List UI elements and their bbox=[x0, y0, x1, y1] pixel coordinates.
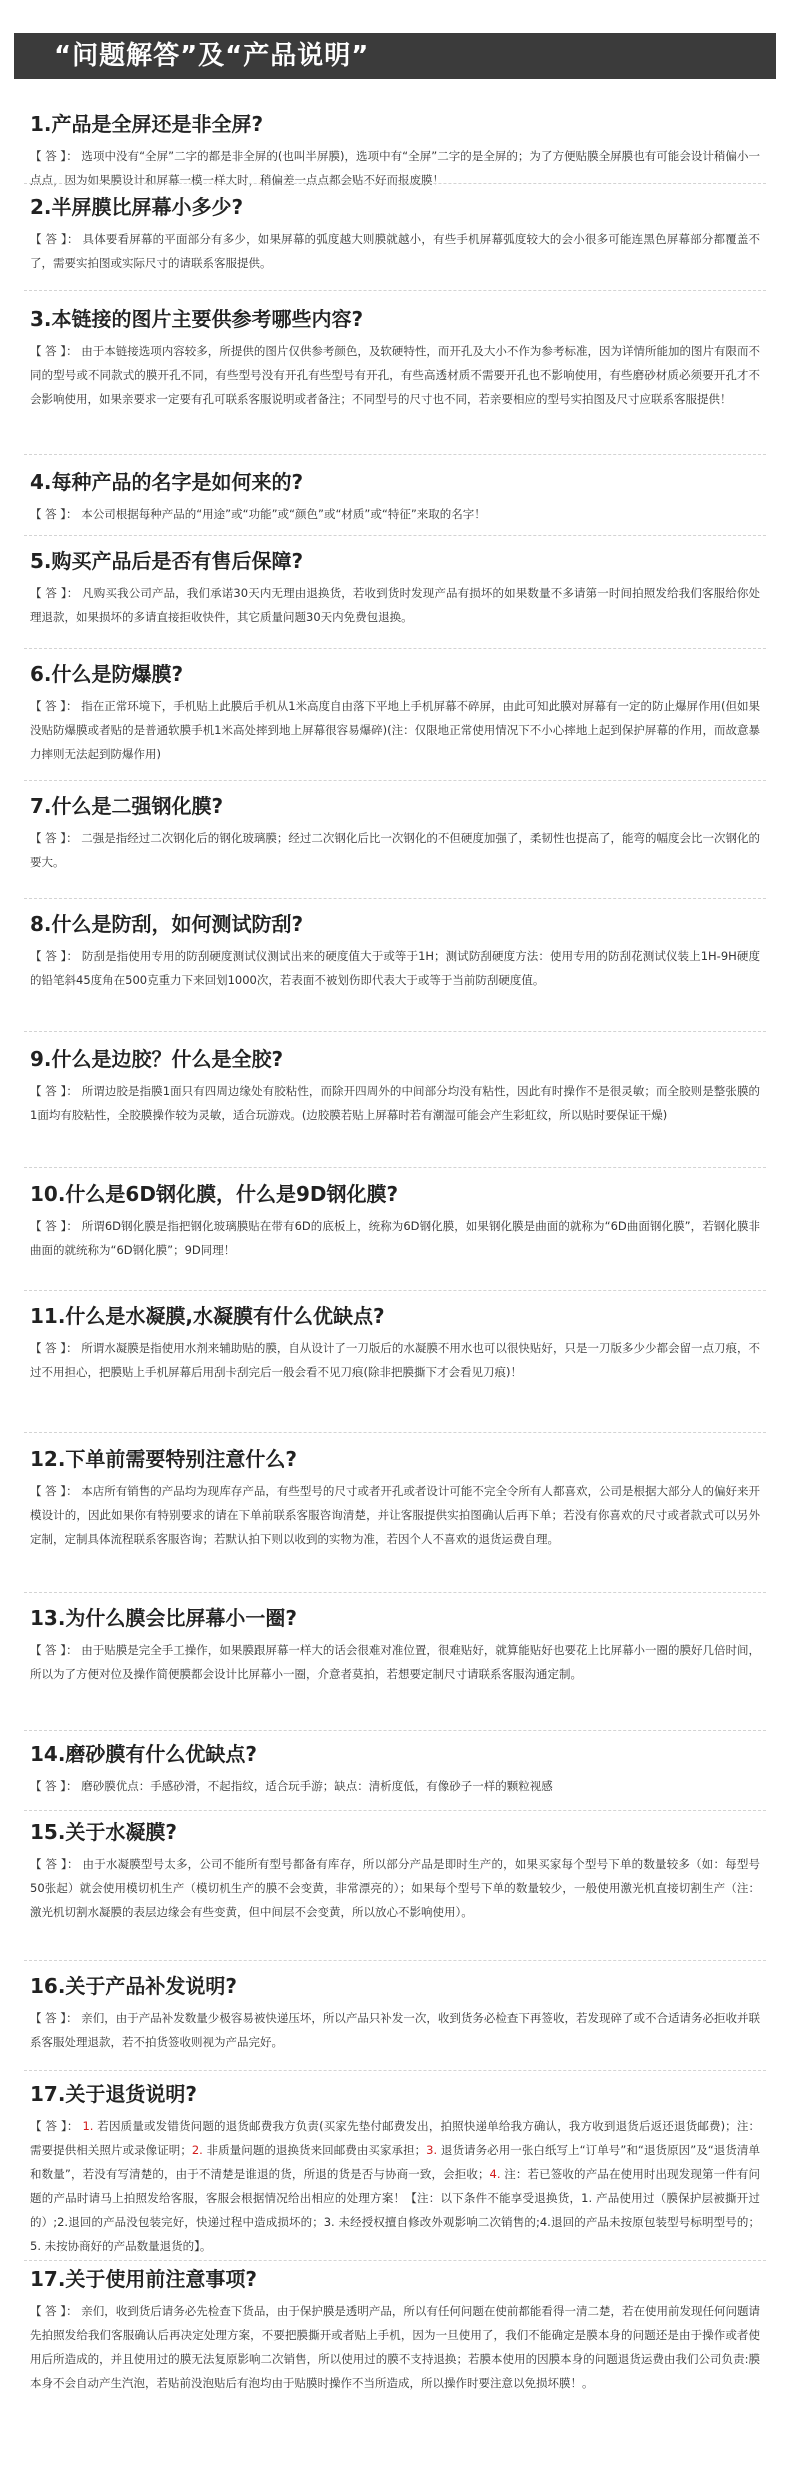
faq-answer bbox=[30, 2114, 760, 2258]
return-point-1-number: 1. bbox=[82, 2119, 94, 2133]
answer-text: 所谓水凝膜是指使用水剂来辅助贴的膜，自从设计了一刀版后的水凝膜不用水也可以很快贴好，只是一刀版多少少都会留一点刀痕，不过不用担心，把膜贴上手机屏幕后用刮卡刮完后一般会看不见刀痕(除非把膜撕下才会看见刀痕)！ bbox=[30, 1341, 761, 1379]
faq-question: 17.关于使用前注意事项? bbox=[30, 2267, 258, 2291]
faq-item-15 bbox=[30, 1818, 760, 1948]
faq-answer bbox=[30, 1079, 760, 1151]
faq-item-4 bbox=[30, 468, 760, 526]
faq-answer bbox=[30, 227, 760, 275]
faq-question: 1.产品是全屏还是非全屏? bbox=[30, 112, 264, 136]
answer-text: 所谓6D钢化膜是指把钢化玻璃膜贴在带有6D的底板上，统称为6D钢化膜，如果钢化膜是曲面的就称为“6D曲面钢化膜”，若钢化膜非曲面的就统称为“6D钢化膜”；9D同理！ bbox=[30, 1219, 761, 1257]
answer-text: 本店所有销售的产品均为现库存产品，有些型号的尺寸或者开孔或者设计可能不完全令所有人都喜欢，公司是根据大部分人的偏好来开模设计的，因此如果你有特别要求的请在下单前联系客服咨询清楚，并让客服提供实拍图确认后再下单；若没有你喜欢的尺寸或者款式可以另外定制，定制具体流程联系客服咨询；若默认拍下则以收到的实物为准，若因个人不喜欢的退货运费自理。 bbox=[30, 1484, 761, 1546]
faq-question: 7.什么是二强钢化膜? bbox=[30, 794, 224, 818]
faq-answer bbox=[30, 1852, 760, 1948]
return-point-1-text: 若因质量或发错货问题的退货邮费我方负责(买家先垫付邮费发出，拍照快递单给我方确认，我方收到退货后返还退货邮费)；注：需要提供相关照片或录像证明； bbox=[30, 2119, 761, 2157]
divider bbox=[24, 780, 766, 781]
answer-text: 二强是指经过二次钢化后的钢化玻璃膜；经过二次钢化后比一次钢化的不但硬度加强了，柔韧性也提高了，能弯的幅度会比一次钢化的要大。 bbox=[30, 831, 761, 869]
faq-item-12 bbox=[30, 1445, 760, 1575]
faq-answer bbox=[30, 1638, 760, 1710]
answer-tag: 【 答 】： bbox=[30, 699, 78, 713]
faq-answer bbox=[30, 826, 760, 874]
faq-answer bbox=[30, 1479, 760, 1575]
faq-answer bbox=[30, 1214, 760, 1262]
faq-question: 15.关于水凝膜? bbox=[30, 1820, 178, 1844]
answer-tag: 【 答 】： bbox=[30, 1341, 78, 1355]
answer-tag: 【 答 】： bbox=[30, 1857, 79, 1871]
answer-tag: 【 答 】： bbox=[30, 1219, 78, 1233]
faq-item-7 bbox=[30, 792, 760, 874]
divider bbox=[24, 290, 766, 291]
faq-answer bbox=[30, 144, 760, 192]
answer-tag: 【 答 】： bbox=[30, 1484, 78, 1498]
faq-item-10 bbox=[30, 1180, 760, 1262]
faq-question: 12.下单前需要特别注意什么? bbox=[30, 1447, 298, 1471]
faq-item-17-usage bbox=[30, 2265, 760, 2443]
faq-item-1 bbox=[30, 110, 760, 192]
faq-item-8 bbox=[30, 910, 760, 992]
divider bbox=[24, 1290, 766, 1291]
answer-text: 由于本链接选项内容较多，所提供的图片仅供参考颜色，及软硬特性，而开孔及大小不作为参考标准，因为详情所能加的图片有限而不同的型号或不同款式的膜开孔不同，有些型号没有开孔有些型号有开孔，有些高透材质不需要开孔也不影响使用，有些磨砂材质必须要开孔才不会影响使用，如果亲要求一定要有孔可联系客服说明或者备注；不同型号的尺寸也不同，若亲要相应的型号实拍图及尺寸应联系客服提供！ bbox=[30, 344, 761, 406]
answer-tag: 【 答 】： bbox=[30, 232, 79, 246]
faq-question: 17.关于退货说明? bbox=[30, 2082, 198, 2106]
faq-item-16 bbox=[30, 1972, 760, 2054]
answer-tag: 【 答 】： bbox=[30, 507, 78, 521]
answer-tag: 【 答 】： bbox=[30, 149, 78, 163]
return-point-4-number: 4. bbox=[489, 2167, 501, 2181]
return-point-2-number: 2. bbox=[191, 2143, 203, 2157]
faq-answer bbox=[30, 339, 760, 435]
faq-answer bbox=[30, 1774, 760, 1798]
answer-tag: 【 答 】： bbox=[30, 2119, 79, 2133]
return-point-3-number: 3. bbox=[426, 2143, 438, 2157]
answer-text: 具体要看屏幕的平面部分有多少，如果屏幕的弧度越大则膜就越小，有些手机屏幕弧度较大的会小很多可能连黑色屏幕部分都覆盖不了，需要实拍图或实际尺寸的请联系客服提供。 bbox=[30, 232, 761, 270]
answer-text: 所谓边胶是指膜1面只有四周边缘处有胶粘性，而除开四周外的中间部分均没有粘性，因此有时操作不是很灵敏；而全胶则是整张膜的1面均有胶粘性，全胶膜操作较为灵敏，适合玩游戏。(边胶膜若贴上屏幕时若有潮湿可能会产生彩虹纹，所以贴时要保证干燥) bbox=[30, 1084, 761, 1122]
answer-text: 防刮是指使用专用的防刮硬度测试仪测试出来的硬度值大于或等于1H；测试防刮硬度方法：使用专用的防刮花测试仪装上1H-9H硬度的铅笔斜45度角在500克重力下来回划1000次，若表面不被划伤即代表大于或等于当前防刮硬度值。 bbox=[30, 949, 760, 987]
answer-text: 由于水凝膜型号太多，公司不能所有型号都备有库存，所以部分产品是即时生产的，如果买家每个型号下单的数量较多（如：每型号50张起）就会使用模切机生产（模切机生产的膜不会变黄，非常漂亮的）；如果每个型号下单的数量较少，一般使用激光机直接切割生产（注：激光机切割水凝膜的表层边缘会有些变黄，但中间层不会变黄，所以放心不影响使用）。 bbox=[30, 1857, 761, 1919]
faq-item-2 bbox=[30, 193, 760, 275]
faq-answer bbox=[30, 2299, 760, 2443]
faq-answer bbox=[30, 502, 760, 526]
faq-question: 11.什么是水凝膜,水凝膜有什么优缺点? bbox=[30, 1304, 385, 1328]
faq-question: 6.什么是防爆膜? bbox=[30, 662, 184, 686]
faq-item-17-returns bbox=[30, 2080, 760, 2258]
answer-text: 磨砂膜优点：手感砂滑，不起指纹，适合玩手游；缺点：清析度低，有像砂子一样的颗粒视感 bbox=[81, 1779, 553, 1793]
divider bbox=[24, 1960, 766, 1961]
faq-answer bbox=[30, 944, 760, 992]
divider bbox=[24, 2070, 766, 2071]
banner-title: “问题解答”及“产品说明” bbox=[54, 41, 370, 71]
faq-item-6 bbox=[30, 660, 761, 761]
banner bbox=[14, 33, 776, 79]
answer-text: 指在正常环境下，手机贴上此膜后手机从1米高度自由落下平地上手机屏幕不碎屏，由此可知此膜对屏幕有一定的防止爆屏作用(但如果没贴防爆膜或者贴的是普通软膜手机1米高处摔到地上屏幕很容易爆碎)(注：仅限地正常使用情况下不小心摔地上起到保护屏幕的作用，而故意暴力摔则无法起到防爆作用) bbox=[30, 699, 761, 761]
divider bbox=[24, 183, 766, 184]
faq-answer bbox=[30, 694, 761, 761]
faq-question: 4.每种产品的名字是如何来的? bbox=[30, 470, 304, 494]
answer-tag: 【 答 】： bbox=[30, 2304, 78, 2318]
answer-tag: 【 答 】： bbox=[30, 586, 79, 600]
faq-question: 2.半屏膜比屏幕小多少? bbox=[30, 195, 244, 219]
answer-tag: 【 答 】： bbox=[30, 949, 79, 963]
answer-tag: 【 答 】： bbox=[30, 831, 78, 845]
faq-question: 14.磨砂膜有什么优缺点? bbox=[30, 1742, 258, 1766]
answer-tag: 【 答 】： bbox=[30, 1084, 78, 1098]
answer-text: 亲们，收到货后请务必先检查下货品，由于保护膜是透明产品，所以有任何问题在使前都能看得一清二楚，若在使用前发现任何问题请先拍照发给我们客服确认后再决定处理方案，不要把膜撕开或者贴上手机，因为一旦使用了，我们不能确定是膜本身的问题还是由于操作或者使用后所造成的，并且使用过的膜无法复原影响二次销售，所以使用过的膜不支持退换；若膜本使用的因膜本身的问题退货运费由我们公司负责:膜本身不会自动产生汽泡，若贴前没泡贴后有泡均由于贴膜时操作不当所造成，所以操作时要注意以免损坏膜！。 bbox=[30, 2304, 761, 2390]
faq-item-13 bbox=[30, 1604, 760, 1710]
answer-tag: 【 答 】： bbox=[30, 1779, 78, 1793]
divider bbox=[24, 1031, 766, 1032]
return-point-2-text: 非质量问题的退换货来回邮费由买家承担； bbox=[202, 2143, 427, 2157]
answer-text: 选项中没有“全屏”二字的都是非全屏的(也叫半屏膜)，选项中有“全屏”二字的是全屏的；为了方便贴膜全屏膜也有可能会设计稍偏小一点点，因为如果膜设计和屏幕一模一样大时，稍偏差一点点都会贴不好而报废膜！ bbox=[30, 149, 760, 187]
faq-question: 10.什么是6D钢化膜，什么是9D钢化膜? bbox=[30, 1182, 399, 1206]
faq-item-3 bbox=[30, 305, 760, 435]
faq-question: 13.为什么膜会比屏幕小一圈? bbox=[30, 1606, 298, 1630]
faq-item-14 bbox=[30, 1740, 760, 1798]
divider bbox=[24, 454, 766, 455]
answer-tag: 【 答 】： bbox=[30, 1643, 78, 1657]
divider bbox=[24, 1592, 766, 1593]
answer-tag: 【 答 】： bbox=[30, 2011, 78, 2025]
faq-answer bbox=[30, 1336, 760, 1408]
divider bbox=[24, 2260, 766, 2261]
divider bbox=[24, 648, 766, 649]
faq-item-9 bbox=[30, 1045, 760, 1151]
faq-question: 16.关于产品补发说明? bbox=[30, 1974, 238, 1998]
divider bbox=[24, 1810, 766, 1811]
faq-answer bbox=[30, 581, 760, 629]
answer-text: 凡购买我公司产品，我们承诺30天内无理由退换货，若收到货时发现产品有损坏的如果数量不多请第一时间拍照发给我们客服给你处理退款，如果损坏的多请直接拒收快件，其它质量问题30天内免费包退换。 bbox=[30, 586, 760, 624]
answer-text: 本公司根据每种产品的“用途”或“功能”或“颜色”或“材质”或“特征”来取的名字！ bbox=[81, 507, 486, 521]
faq-item-5 bbox=[30, 547, 760, 629]
faq-answer bbox=[30, 2006, 760, 2054]
return-point-3-text: 退货请务必用一张白纸写上“订单号”和“退货原因”及“退货清单和数量”，若没有写清楚的，由于不清楚是谁退的货，所退的货是否与协商一致，会拒收； bbox=[30, 2143, 760, 2181]
answer-tag: 【 答 】： bbox=[30, 344, 78, 358]
faq-item-11 bbox=[30, 1302, 760, 1408]
faq-question: 3.本链接的图片主要供参考哪些内容? bbox=[30, 307, 364, 331]
faq-question: 9.什么是边胶？什么是全胶? bbox=[30, 1047, 284, 1071]
divider bbox=[24, 1432, 766, 1433]
divider bbox=[24, 898, 766, 899]
answer-text: 由于贴膜是完全手工操作，如果膜跟屏幕一样大的话会很难对准位置，很难贴好，就算能贴好也要花上比屏幕小一圈的膜好几倍时间，所以为了方便对位及操作简便膜都会设计比屏幕小一圈，介意者莫拍，若想要定制尺寸请联系客服沟通定制。 bbox=[30, 1643, 761, 1681]
divider bbox=[24, 1730, 766, 1731]
answer-text: 亲们，由于产品补发数量少极容易被快递压坏，所以产品只补发一次，收到货务必检查下再签收，若发现碎了或不合适请务必拒收并联系客服处理退款，若不拍货签收则视为产品完好。 bbox=[30, 2011, 761, 2049]
return-point-4-text: 注：若已签收的产品在使用时出现发现第一件有问题的产品时请马上拍照发给客服，客服会根据情况给出相应的处理方案！【注：以下条件不能享受退换货，1. 产品使用过（膜保护层被撕开过的）;2.退回的产品没包装完好，快递过程中造成损坏的；3. 未经授权擅自修改外观影响二次销售的;4.退回的产品未按原包装型号标明型号的；5. 未按协商好的产品数量退货的】。 bbox=[30, 2167, 761, 2253]
divider bbox=[24, 1167, 766, 1168]
faq-question: 8.什么是防刮，如何测试防刮? bbox=[30, 912, 304, 936]
divider bbox=[24, 535, 766, 536]
faq-question: 5.购买产品后是否有售后保障? bbox=[30, 549, 304, 573]
